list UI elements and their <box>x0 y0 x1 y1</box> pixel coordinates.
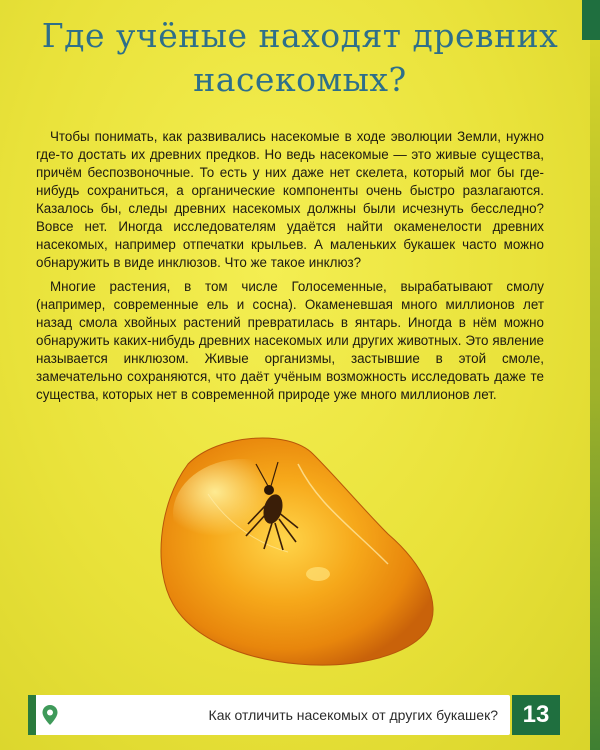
page-number: 13 <box>512 695 560 735</box>
amber-highlight <box>173 459 313 569</box>
article-body <box>36 128 544 404</box>
side-gradient-strip <box>590 40 600 750</box>
paragraph-1: Чтобы понимать, как развивались насекомые в ходе эволюции Земли, нужно где-то достать их древних предков. Но ведь насекомые — это живые существа, причём беспозвоночные. То есть у них даже нет скелета, который мог бы где-нибудь сохраниться, а органические компоненты очень быстро разлагаются. Казалось бы, следы древних насекомых должны были исчезнуть бесследно? Вовсе нет. Иногда исследователям удаётся найти окаменелости древних насекомых, например отпечатки крыльев. А маленьких букашек часто можно обнаружить в виде инклюзов. Что же такое инклюз? <box>36 129 544 270</box>
location-pin-icon <box>41 704 59 726</box>
footer-accent-stripe <box>28 695 36 735</box>
corner-tab <box>582 0 600 40</box>
footer-question-link[interactable]: Как отличить насекомых от других букашек? <box>208 707 498 723</box>
amber-bubble <box>306 567 330 581</box>
amber-with-insect-image <box>148 424 448 674</box>
paragraph-2: Многие растения, в том числе Голосеменные, вырабатывают смолу (например, современные ель и сосна). Окаменевшая много миллионов лет назад смола хвойных растений превратилась в янтарь. Иногда в нём можно обнаружить каких-нибудь древних насекомых или других животных. Это явление называется инклюзом. Живые организмы, застывшие в этой смоле, замечательно сохраняются, что даёт учёным возможность исследовать даже те существа, которых нет в современной природе уже много миллионов лет. <box>36 279 544 402</box>
page-title: Где учёные находят древних насекомых? <box>41 16 559 99</box>
